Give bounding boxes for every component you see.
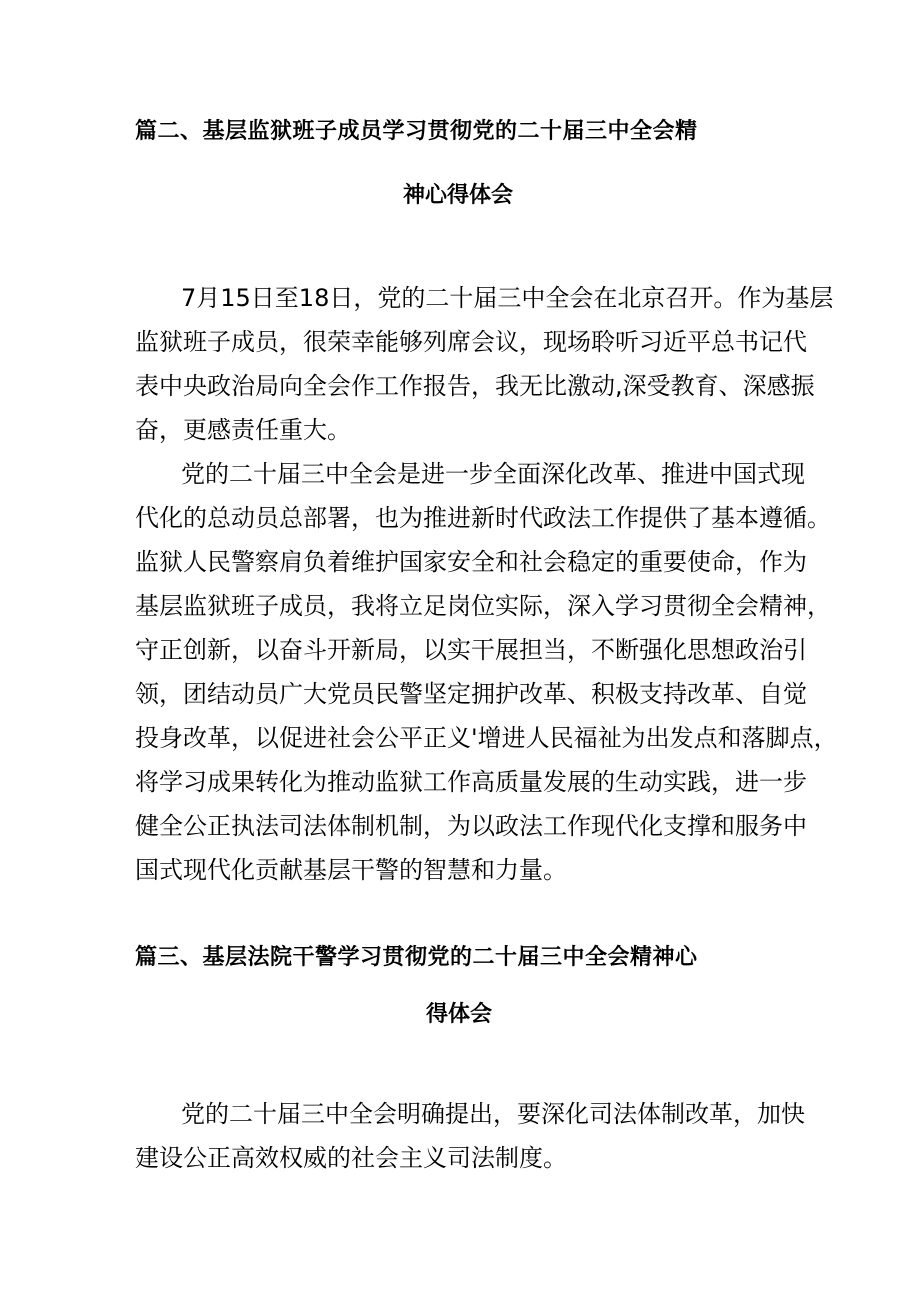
paragraph-line: 监狱人民警察肩负着维护国家安全和社会稳定的重要使命，作为: [135, 548, 807, 576]
paragraph-line: 领，团结动员广大党员民警坚定拥护改革、积极支持改革、自觉: [135, 680, 807, 708]
paragraph-line: 代化的总动员总部署，也为推进新时代政法工作提供了基本遵循。: [135, 504, 831, 532]
paragraph-line: 党的二十届三中全会是进一步全面深化改革、推进中国式现: [181, 460, 805, 488]
section3-heading-line1: 篇三、基层法院干警学习贯彻党的二十届三中全会精神心: [135, 945, 698, 970]
section2-heading-line1: 篇二、基层监狱班子成员学习贯彻党的二十届三中全会精: [135, 119, 698, 144]
paragraph-line: 健全公正执法司法体制机制，为以政法工作现代化支撑和服务中: [135, 812, 807, 840]
paragraph-line: 监狱班子成员，很荣幸能够列席会议，现场聆听习近平总书记代: [135, 328, 807, 356]
paragraph-line: 国式现代化贡献基层干警的智慧和力量。: [135, 856, 567, 884]
paragraph-line: 将学习成果转化为推动监狱工作高质量发展的生动实践，进一步: [135, 768, 807, 796]
paragraph-line: 守正创新，以奋斗开新局，以实干展担当，不断强化思想政治引: [135, 636, 807, 664]
section3-heading-line2: 得体会: [426, 1002, 493, 1027]
paragraph-line: 党的二十届三中全会明确提出，要深化司法体制改革，加快: [181, 1100, 805, 1128]
paragraph-line: 投身改革，以促进社会公平正义'增进人民福祉为出发点和落脚点，: [135, 724, 838, 752]
paragraph-line: 7月15日至18日，党的二十届三中全会在北京召开。作为基层: [181, 284, 834, 312]
paragraph-line: 表中央政治局向全会作工作报告，我无比激动,深受教育、深感振: [135, 372, 815, 400]
paragraph-line: 奋，更感责任重大。: [135, 416, 351, 444]
paragraph-line: 建设公正高效权威的社会主义司法制度。: [135, 1144, 567, 1172]
section2-heading-line2: 神心得体会: [403, 183, 514, 208]
paragraph-line: 基层监狱班子成员，我将立足岗位实际，深入学习贯彻全会精神，: [135, 592, 831, 620]
